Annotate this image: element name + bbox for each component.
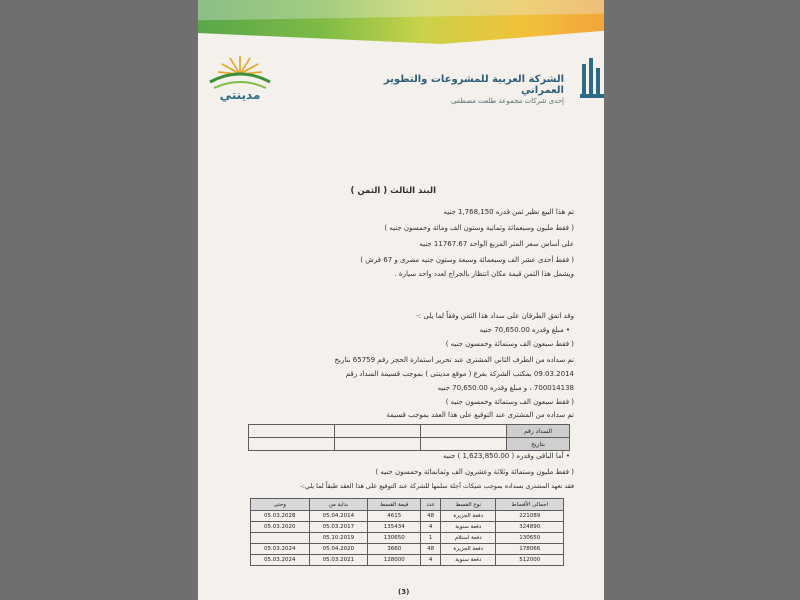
- table-cell: دفعة سنوية: [441, 522, 496, 533]
- table-cell: 128000: [368, 555, 421, 566]
- table-cell: دفعة سنوية: [441, 555, 496, 566]
- table-cell: 221089: [496, 511, 564, 522]
- receipt-cell: [249, 438, 335, 451]
- table-cell: دفعة استلام: [441, 533, 496, 544]
- table-row: [251, 555, 564, 566]
- table-cell: 130650: [496, 533, 564, 544]
- company-subtitle: إحدى شركات مجموعة طلعت مصطفى: [450, 97, 564, 105]
- section-title: البند الثالث ( الثمن ): [350, 186, 436, 196]
- table-cell: 324890: [496, 522, 564, 533]
- receipt-cell: [421, 438, 507, 451]
- installments-table: [250, 498, 564, 566]
- brand-wordmark: مدينتي: [219, 88, 261, 102]
- table-cell: دفعة الجزيرة: [441, 544, 496, 555]
- table-cell: 05.03.2020: [251, 522, 310, 533]
- table-cell: 05.03.2017: [309, 522, 368, 533]
- table-cell: 4: [421, 555, 441, 566]
- table-cell: 05.03.2021: [309, 555, 368, 566]
- price-line: على أساس سعر المتر المربع الواحد 11767.67 جنيه: [419, 240, 574, 248]
- table-cell: 3660: [368, 544, 421, 555]
- table-cell: 130650: [368, 533, 421, 544]
- company-name: الشركة العربية للمشروعات والتطوير العمراني: [383, 74, 564, 96]
- table-cell: 05.03.2024: [251, 544, 310, 555]
- payment-line: 700014138 ، و مبلغ وقدره 70,650.00 جنيه: [437, 384, 574, 392]
- document-page: [198, 0, 604, 600]
- table-cell: 05.03.2028: [251, 511, 310, 522]
- table-cell: 48: [421, 511, 441, 522]
- column-header: نوع القسط: [441, 499, 496, 511]
- price-line: تم هذا البيع نظير ثمن قدره 1,768,150 جنيه: [443, 208, 574, 216]
- receipt-cell: [421, 425, 507, 438]
- receipt-cell: [249, 425, 335, 438]
- receipt-label: بتاريخ: [507, 438, 570, 451]
- table-cell: 1: [421, 533, 441, 544]
- table-cell: 4: [421, 522, 441, 533]
- column-header: وحتى: [251, 499, 310, 511]
- table-header-row: [251, 499, 564, 511]
- table-row: [251, 522, 564, 533]
- table-row: [251, 511, 564, 522]
- payment-line: • مبلغ وقدره 70,650.00 جنيه: [479, 326, 570, 334]
- table-cell: [251, 533, 310, 544]
- payment-line: ( فقط سبعون الف وستمائة وخمسون جنيه ): [445, 340, 574, 348]
- table-row: [251, 544, 564, 555]
- table-row: [251, 533, 564, 544]
- column-header: اجمالى الأقساط: [496, 499, 564, 511]
- table-cell: 05.10.2019: [309, 533, 368, 544]
- payment-line: ( فقط سبعون الف وستمائة وخمسون جنيه ): [445, 398, 574, 406]
- remaining-line: فقد تعهد المشترى بسداده بموجب شيكات آجلة سلمها للشركة عند التوقيع على هذا العقد طبقاً لما يلي:-: [300, 482, 574, 490]
- table-cell: 512000: [496, 555, 564, 566]
- table-cell: 05.03.2024: [251, 555, 310, 566]
- table-row: [249, 425, 570, 438]
- receipt-table: [248, 424, 570, 451]
- receipt-cell: [335, 438, 421, 451]
- table-cell: دفعة الجزيرة: [441, 511, 496, 522]
- table-cell: 135434: [368, 522, 421, 533]
- receipt-label: السداد رقم: [507, 425, 570, 438]
- remaining-line: ( فقط مليون وستمائة وثلاثة وعشرون الف وثمانمائة وخمسون جنيه ): [375, 468, 574, 476]
- column-header: بداية من: [309, 499, 368, 511]
- table-cell: 05.04.2020: [309, 544, 368, 555]
- receipt-cell: [335, 425, 421, 438]
- table-cell: 4615: [368, 511, 421, 522]
- payment-line: وقد اتفق الطرفان على سداد هذا الثمن وفقاً لما يلى :-: [416, 312, 574, 320]
- price-line: ( فقط مليون وسبعمائة وثمانية وستون الف ومائة وخمسون جنيه ): [384, 224, 574, 232]
- company-name-block: [364, 74, 564, 105]
- price-line: ويشمل هذا الثمن قيمة مكان انتظار بالجراج لعدد واحد سيارة .: [394, 270, 574, 278]
- madinaty-logo: [204, 52, 276, 102]
- remaining-line: • أما الباقى وقدره ( 1,623,850.00 ) جنيه: [442, 452, 570, 460]
- column-header: قيمة القسط: [368, 499, 421, 511]
- column-header: عدد: [421, 499, 441, 511]
- payment-line: تم سداده من المشترى عند التوقيع على هذا العقد بموجب قسيمة: [386, 411, 574, 419]
- table-cell: 05.04.2014: [309, 511, 368, 522]
- payment-line: 09.03.2014 بمكتب الشركة بفرع ( موقع مدينتى ) بموجب قسيمة السداد رقم: [345, 370, 574, 378]
- price-line: ( فقط أحدى عشر الف وسبعمائة وسبعة وستون جنيه مصرى و 67 قرش ): [360, 256, 574, 264]
- table-cell: 48: [421, 544, 441, 555]
- table-cell: 178066: [496, 544, 564, 555]
- company-logo: [580, 58, 604, 100]
- payment-line: تم سداده من الطرف الثاني المشترى عند تحرير استمارة الحجز رقم 65759 بتاريخ: [334, 356, 574, 364]
- table-row: [249, 438, 570, 451]
- page-number: (3): [398, 588, 410, 596]
